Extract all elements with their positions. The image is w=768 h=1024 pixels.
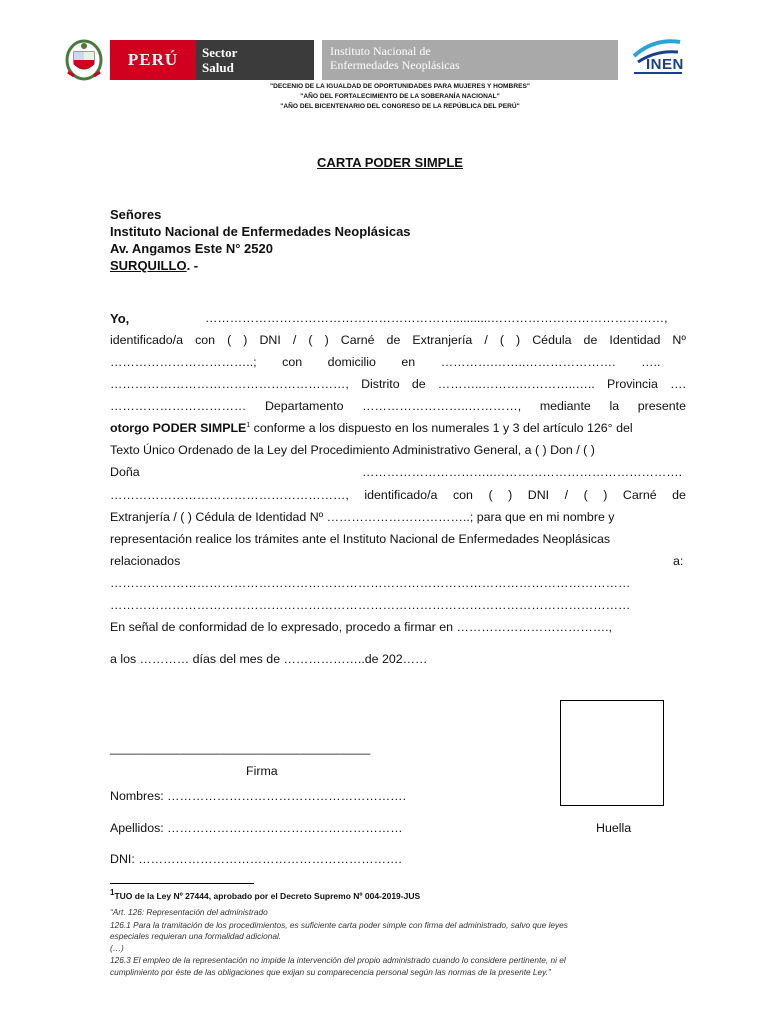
footnote-ref-1: 1 bbox=[246, 421, 251, 429]
body-line2: identificado/a con ( ) DNI / ( ) Carné de Extranjería / ( ) Cédula de Identidad Nº bbox=[110, 333, 686, 347]
body-line3: ……………………………..; con domicilio en ………….……..…………………. ….. bbox=[110, 355, 661, 369]
dni-field: DNI: ………………………………………………………. bbox=[110, 852, 402, 866]
sector-salud-label bbox=[196, 40, 314, 80]
inen-logo-text: INEN bbox=[646, 56, 684, 73]
body-yo: Yo, bbox=[110, 311, 130, 326]
footnote-p3a: 126.3 El empleo de la representación no impide la intervención del propio administrado cuando lo considere pertinente, ni el bbox=[110, 955, 566, 965]
body-line12-label: relacionados bbox=[110, 554, 181, 568]
fingerprint-box bbox=[560, 700, 664, 806]
motto-3: "AÑO DEL BICENTENARIO DEL CONGRESO DE LA REPÚBLICA DEL PERÚ" bbox=[280, 103, 520, 110]
addressee-line2: Instituto Nacional de Enfermedades Neoplásicas bbox=[110, 224, 411, 239]
footnote-p1a: 126.1 Para la tramitación de los procedimientos, es suficiente carta poder simple con firma del administrado, salvo que leyes bbox=[110, 920, 568, 930]
signature-label: Firma bbox=[246, 764, 278, 778]
body-line16: a los ………… días del mes de ………………..de 202…… bbox=[110, 652, 428, 666]
footnote-p1b: especiales requieran una formalidad adicional. bbox=[110, 931, 282, 941]
poder-simple-bold: otorgo PODER SIMPLE bbox=[110, 421, 247, 435]
document-title: CARTA PODER SIMPLE bbox=[317, 155, 463, 170]
body-line5: …………………………… Departamento ……………………..…………, mediante la presente bbox=[110, 399, 686, 413]
body-line10: Extranjería / ( ) Cédula de Identidad Nº ……………………………..; para que en mi nombre y bbox=[110, 510, 615, 524]
body-line11: representación realice los trámites ante el Instituto Nacional de Enfermedades Neoplásicas bbox=[110, 532, 611, 546]
body-line4: …………………………………………………, Distrito de ………..…………………..….. Provincia …. bbox=[110, 377, 686, 391]
institute-line1: Instituto Nacional de bbox=[330, 44, 431, 58]
institute-label bbox=[322, 40, 618, 80]
body-line1-dots: ……………………………………………………...........……………………………………, bbox=[205, 311, 668, 325]
inen-logo bbox=[630, 36, 686, 80]
body-line15: En señal de conformidad de lo expresado, procedo a firmar en ………………………………., bbox=[110, 620, 613, 634]
motto-1: "DECENIO DE LA IGUALDAD DE OPORTUNIDADES PARA MUJERES Y HOMBRES" bbox=[269, 83, 530, 90]
addressee-city: SURQUILLO bbox=[110, 258, 187, 273]
institute-line2: Enfermedades Neoplásicas bbox=[330, 58, 460, 72]
peru-coat-of-arms-icon bbox=[62, 38, 106, 82]
body-line6 bbox=[110, 421, 633, 435]
body-line13: ……………………………………………………………………………………………………………… bbox=[110, 576, 631, 590]
footnote-separator bbox=[110, 883, 254, 884]
body-line6-rest: conforme a los dispuesto en los numerales 1 y 3 del artículo 126° del bbox=[250, 421, 633, 435]
apellidos-field: Apellidos: ………………………………………………… bbox=[110, 821, 403, 835]
body-line8-dots: …………………………..………………………………………. bbox=[362, 465, 683, 479]
footnote-p3b: cumplimiento por éste de las obligaciones que exijan su comparecencia personal según las normas de la presente Ley.” bbox=[110, 967, 551, 977]
body-line9: …………………………………………………, identificado/a con ( ) DNI / ( ) Carné de bbox=[110, 488, 686, 502]
footnote-reference bbox=[110, 888, 420, 901]
footnote-ref-text: TUO de la Ley Nº 27444, aprobado por el Decreto Supremo Nº 004-2019-JUS bbox=[114, 890, 421, 901]
footnote-article: “Art. 126: Representación del administrado bbox=[110, 907, 268, 917]
motto-2: "AÑO DEL FORTALECIMIENTO DE LA SOBERANÍA NACIONAL" bbox=[300, 93, 500, 100]
addressee-line1: Señores bbox=[110, 207, 162, 222]
addressee-line3: Av. Angamos Este N° 2520 bbox=[110, 241, 273, 256]
official-mottos bbox=[0, 82, 768, 112]
nombres-field: Nombres: …………………………………………………. bbox=[110, 789, 407, 803]
body-line7: Texto Único Ordenado de la Ley del Procedimiento Administrativo General, a ( ) Don / ( ) bbox=[110, 443, 595, 457]
addressee-city-suffix: . - bbox=[186, 258, 199, 273]
signature-line: _______________________________________ bbox=[110, 741, 371, 755]
peru-label: PERÚ bbox=[110, 40, 196, 80]
body-line14: ……………………………………………………………………………………………………………… bbox=[110, 598, 631, 612]
footnote-number: 1 bbox=[110, 888, 115, 897]
body-line8-label: Doña bbox=[110, 465, 140, 479]
body-line12-end: a: bbox=[673, 554, 684, 568]
sector-line1: Sector bbox=[202, 45, 238, 60]
footnote-ellipsis: (…) bbox=[110, 943, 124, 953]
addressee-line4 bbox=[110, 258, 198, 273]
huella-label: Huella bbox=[596, 821, 632, 835]
sector-line2: Salud bbox=[202, 60, 234, 75]
